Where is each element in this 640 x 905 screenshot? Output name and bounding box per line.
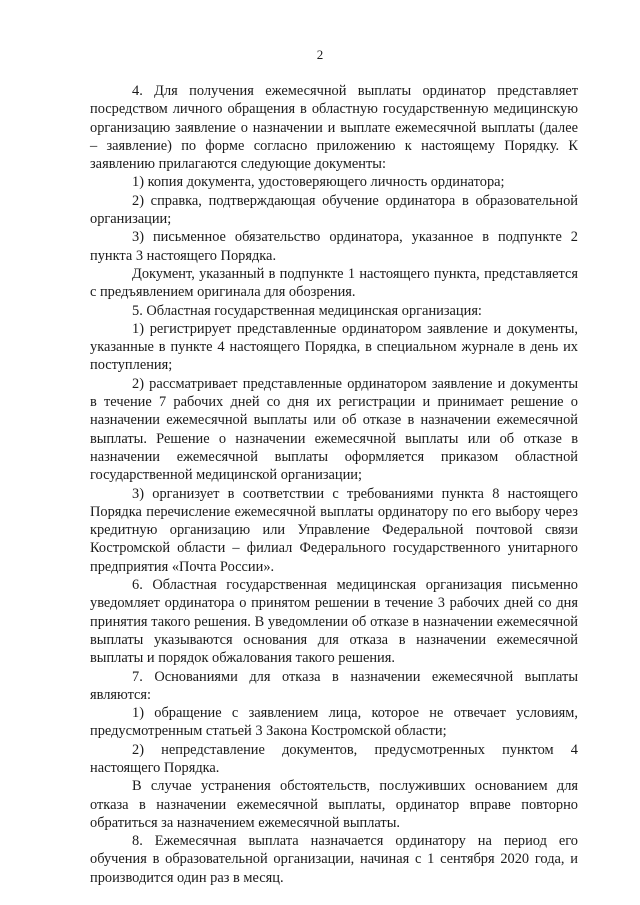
paragraph-7-item-2: 2) непредставление документов, предусмотренных пунктом 4 настоящего Порядка. — [90, 741, 578, 776]
paragraph-6: 6. Областная государственная медицинская организация письменно уведомляет ординатора о принятом решении в течение 3 рабочих дней со дня принятия такого решения. В уведомлении об отказе в назначении ежемесячной выплаты указываются основания для отказа в назначении ежемесячной выплаты и порядок обжалования такого решения. — [90, 577, 578, 667]
paragraph-4-item-3: 3) письменное обязательство ординатора, указанное в подпункте 2 пункта 3 настоящего Порядка. — [90, 229, 578, 264]
document-body — [90, 82, 578, 887]
paragraph-5-item-1: 1) регистрирует представленные ординатором заявление и документы, указанные в пункте 4 настоящего Порядка, в специальном журнале в день их поступления; — [90, 320, 578, 374]
paragraph-8: 8. Ежемесячная выплата назначается ординатору на период его обучения в образовательной организации, начиная с 1 сентября 2020 года, и производится один раз в месяц. — [90, 833, 578, 886]
paragraph-5-item-3: 3) организует в соответствии с требованиями пункта 8 настоящего Порядка перечисление ежемесячной выплаты ординатору по его выбору через кредитную организацию или Управление Федеральной почтовой связи Костромской области – филиал Федерального государственного унитарного предприятия «Почта России». — [90, 485, 578, 575]
paragraph-4-item-2: 2) справка, подтверждающая обучение ординатора в образовательной организации; — [90, 192, 578, 228]
paragraph-4-item-1: 1) копия документа, удостоверяющего личность ординатора; — [132, 174, 505, 191]
paragraph-7-item-1: 1) обращение с заявлением лица, которое не отвечает условиям, предусмотренным статьей 3 Закона Костромской области; — [90, 705, 578, 740]
paragraph-5-item-2: 2) рассматривает представленные ординатором заявление и документы в течение 7 рабочих дней со дня их регистрации и принимает решение о назначении ежемесячной выплаты или об отказе в назначении ежемесячной выплаты. Решение о назначении ежемесячной выплаты или об отказе в назначении ежемесячной выплаты оформляется приказом областной государственной медицинской организации; — [90, 375, 578, 484]
paragraph-4-intro: 4. Для получения ежемесячной выплаты ординатор представляет посредством личного обращения в областную государственную медицинскую организацию заявление о назначении и выплате ежемесячной выплаты (далее – заявление) по форме согласно приложению к настоящему Порядку. К заявлению прилагаются следующие документы: — [90, 83, 578, 173]
paragraph-7-intro: 7. Основаниями для отказа в назначении ежемесячной выплаты являются: — [90, 668, 578, 703]
paragraph-4-note: Документ, указанный в подпункте 1 настоящего пункта, представляется с предъявлением оригинала для обозрения. — [90, 265, 578, 301]
paragraph-5-intro: 5. Областная государственная медицинская организация: — [132, 302, 482, 319]
page-number: 2 — [316, 47, 324, 62]
paragraph-7-note: В случае устранения обстоятельств, послуживших основанием для отказа в назначении ежемесячной выплаты, ординатор вправе повторно обратиться за назначением ежемесячной выплаты. — [90, 778, 578, 831]
